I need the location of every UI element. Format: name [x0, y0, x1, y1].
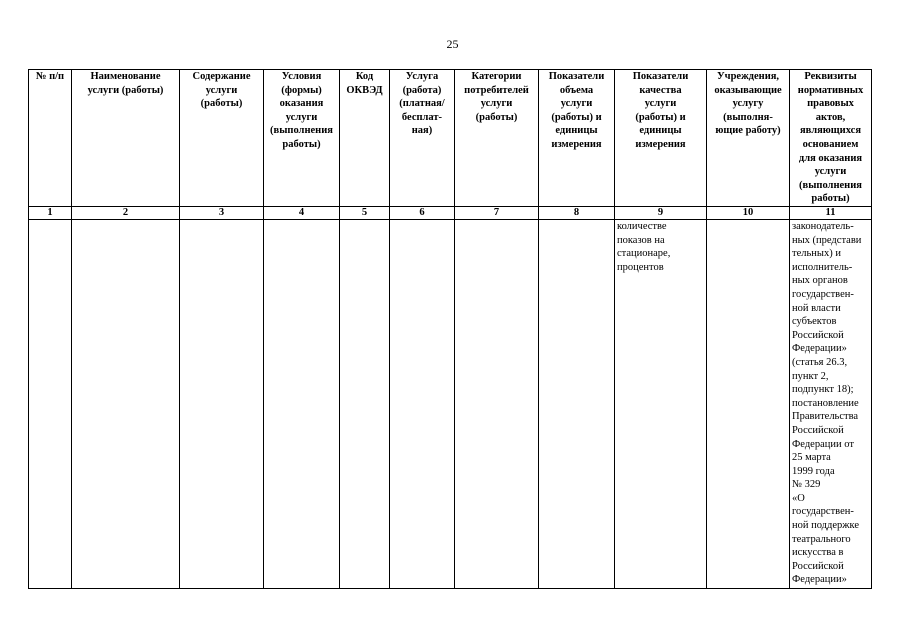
text-line: Правительства	[792, 411, 859, 423]
services-registry-table	[28, 69, 872, 589]
header-row	[29, 70, 872, 207]
header-line: Показатели	[632, 71, 689, 82]
header-line: Содержание	[192, 71, 251, 82]
text-line: стационаре,	[617, 248, 671, 260]
header-col-2	[72, 70, 180, 207]
header-line: Код	[355, 71, 374, 82]
column-number: 7	[455, 207, 539, 220]
header-line: единицы	[639, 125, 682, 137]
text-line: ных органов	[792, 275, 848, 287]
header-line: (работы) и	[551, 111, 602, 123]
header-line: Категории	[471, 71, 522, 82]
text-line: 1999 года	[792, 465, 835, 477]
header-col-9	[615, 70, 707, 207]
header-col-7	[455, 70, 539, 207]
header-line: (выполнения	[270, 125, 333, 137]
header-line: ОКВЭД	[346, 84, 383, 96]
text-line: подпункт 18);	[792, 384, 854, 396]
header-line: качества	[639, 84, 682, 96]
header-line: оказания	[279, 98, 324, 110]
header-line: являющихся	[799, 125, 861, 137]
text-line: 25 марта	[792, 452, 831, 464]
header-line: бесплат-	[401, 111, 443, 123]
header-line: (работы)	[200, 98, 243, 110]
header-line: услуги	[814, 166, 847, 178]
header-line: (платная/	[399, 98, 445, 110]
header-line: (работа)	[402, 84, 442, 96]
header-line: услуги	[205, 84, 238, 96]
text-line: искусства в	[792, 547, 844, 559]
header-line: работы)	[811, 193, 850, 205]
cell-col-5	[340, 220, 390, 589]
header-line: № п/п	[35, 71, 65, 82]
column-number: 5	[340, 207, 390, 220]
column-number: 2	[72, 207, 180, 220]
text-line: постановление	[792, 397, 859, 409]
header-line: правовых	[807, 98, 854, 110]
text-line: Федерации»	[792, 574, 847, 586]
text-line: тельных) и	[792, 248, 841, 260]
header-line: актов,	[815, 111, 846, 123]
header-col-3	[180, 70, 264, 207]
header-line: (формы)	[281, 84, 322, 96]
cell-col-9	[615, 220, 707, 589]
header-line: измерения	[551, 138, 602, 150]
cell-col-8	[539, 220, 615, 589]
text-line: Российской	[792, 560, 844, 572]
legal-acts-text	[792, 220, 870, 587]
header-line: Реквизиты	[804, 71, 857, 82]
column-number: 4	[264, 207, 340, 220]
header-line: Показатели	[548, 71, 605, 82]
header-line: ная)	[411, 125, 433, 137]
header-line: услуги	[285, 111, 318, 123]
header-line: единицы	[555, 125, 598, 137]
text-line: «О	[792, 492, 805, 504]
header-line: потребителей	[464, 84, 529, 96]
header-line: Учреждения,	[716, 71, 780, 82]
column-number: 1	[29, 207, 72, 220]
text-line: Российской	[792, 329, 844, 341]
cell-col-7	[455, 220, 539, 589]
header-col-11	[790, 70, 872, 207]
cell-col-6	[390, 220, 455, 589]
header-line: (выполня-	[723, 111, 773, 123]
text-line: показов на	[617, 234, 665, 246]
header-line: ющие работу)	[715, 125, 781, 137]
header-line: работы)	[282, 138, 321, 150]
column-number: 8	[539, 207, 615, 220]
cell-col-10	[707, 220, 790, 589]
text-line: ной власти	[792, 302, 841, 314]
text-line: законодатель-	[792, 221, 854, 232]
header-line: Услуга	[405, 71, 439, 82]
header-line: услуги (работы)	[87, 84, 164, 96]
text-line: Федерации от	[792, 438, 854, 450]
page-number: 25	[446, 37, 459, 51]
text-line: пункт 2,	[792, 370, 829, 382]
cell-col-4	[264, 220, 340, 589]
column-number: 9	[615, 207, 707, 220]
text-line: исполнитель-	[792, 261, 853, 273]
quality-indicator-text	[617, 220, 705, 274]
header-line: услугу	[732, 98, 764, 110]
text-line: театрального	[792, 533, 851, 545]
cell-col-1	[29, 220, 72, 589]
text-line: процентов	[617, 261, 664, 273]
header-line: оказывающие	[714, 84, 782, 96]
column-number-row	[29, 207, 872, 220]
cell-col-2	[72, 220, 180, 589]
header-line: (работы) и	[635, 111, 686, 123]
column-number: 6	[390, 207, 455, 220]
text-line: Федерации»	[792, 343, 847, 355]
header-line: услуги	[480, 98, 513, 110]
text-line: ных (представи	[792, 234, 862, 246]
text-line: государствен-	[792, 506, 854, 518]
header-col-4	[264, 70, 340, 207]
column-number: 11	[790, 207, 872, 220]
header-col-5	[340, 70, 390, 207]
column-number: 3	[180, 207, 264, 220]
header-col-6	[390, 70, 455, 207]
text-line: субъектов	[792, 316, 837, 328]
header-col-10	[707, 70, 790, 207]
header-line: основанием	[802, 138, 859, 150]
header-col-8	[539, 70, 615, 207]
text-line: количестве	[617, 221, 667, 232]
header-col-1	[29, 70, 72, 207]
header-line: (работы)	[475, 111, 518, 123]
header-line: Наименование	[90, 71, 161, 82]
text-line: ной поддержке	[792, 520, 860, 532]
text-line: (статья 26.3,	[792, 356, 848, 368]
cell-col-11	[790, 220, 872, 589]
header-line: нормативных	[797, 84, 864, 96]
text-line: № 329	[792, 479, 821, 491]
column-number: 10	[707, 207, 790, 220]
header-line: Условия	[281, 71, 322, 82]
header-line: объема	[559, 84, 594, 96]
header-line: измерения	[635, 138, 686, 150]
header-line: услуги	[560, 98, 593, 110]
table-row	[29, 220, 872, 589]
header-line: (выполнения	[799, 179, 862, 191]
cell-col-3	[180, 220, 264, 589]
text-line: государствен-	[792, 288, 854, 300]
header-line: услуги	[644, 98, 677, 110]
text-line: Российской	[792, 424, 844, 436]
header-line: для оказания	[798, 152, 863, 164]
